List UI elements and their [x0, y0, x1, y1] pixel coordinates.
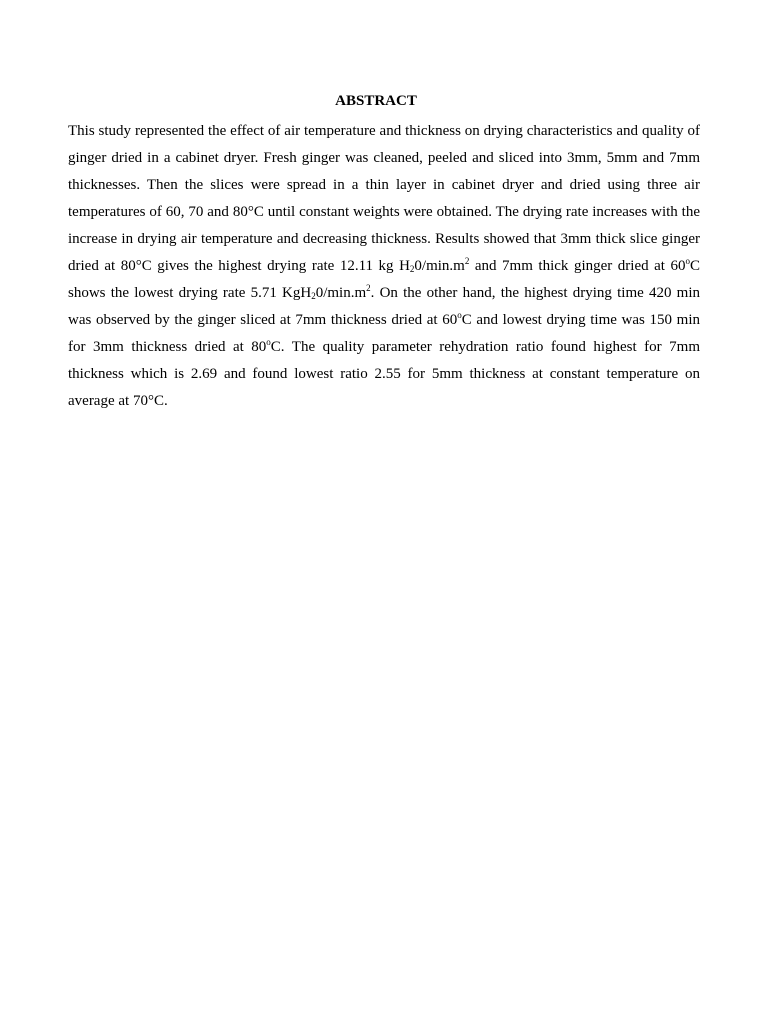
abstract-text: This study represented the effect of air temperature and thickness on drying characteristics and quality of ginger dried in a cabinet dryer. Fresh ginger was cleaned, peeled and sliced into 3mm, 5mm and 7mm thicknesses. Then the slices were spread in a thin layer in cabinet dryer and dried using three air temperatures of 60, 70 and 80°C until constant weights were obtained. The drying rate increases with the increase in drying air temperature and decreasing thickness. Results showed that 3mm thick slice ginger dried at 80°C gives the highest drying rate 12.11 kg H [68, 123, 700, 274]
superscript: 2 [366, 283, 371, 293]
superscript: 2 [464, 256, 470, 266]
abstract-text: C. The quality parameter rehydration ratio found highest for 7mm thickness which is 2.69 and found lowest ratio 2.55 for 5mm thickness at constant temperature on average at 70°C. [68, 339, 700, 409]
abstract-paragraph [68, 118, 700, 415]
subscript: 2 [409, 264, 415, 274]
abstract-text: 0/min.m [414, 258, 465, 274]
abstract-text: and 7mm thick ginger dried at 60 [469, 258, 686, 274]
subscript: 2 [311, 291, 316, 301]
abstract-text: 0/min.m [315, 285, 367, 301]
superscript: o [457, 310, 462, 320]
abstract-text: . On the other hand, the highest drying time 420 min was observed by the ginger sliced at 7mm thickness dried at 60 [68, 285, 700, 328]
abstract-heading: ABSTRACT [335, 93, 417, 109]
superscript: o [266, 337, 271, 347]
superscript: o [685, 256, 690, 266]
abstract-text: C shows the lowest drying rate 5.71 KgH [68, 258, 701, 301]
abstract-text: C and lowest drying time was 150 min for 3mm thickness dried at 80 [68, 312, 700, 355]
